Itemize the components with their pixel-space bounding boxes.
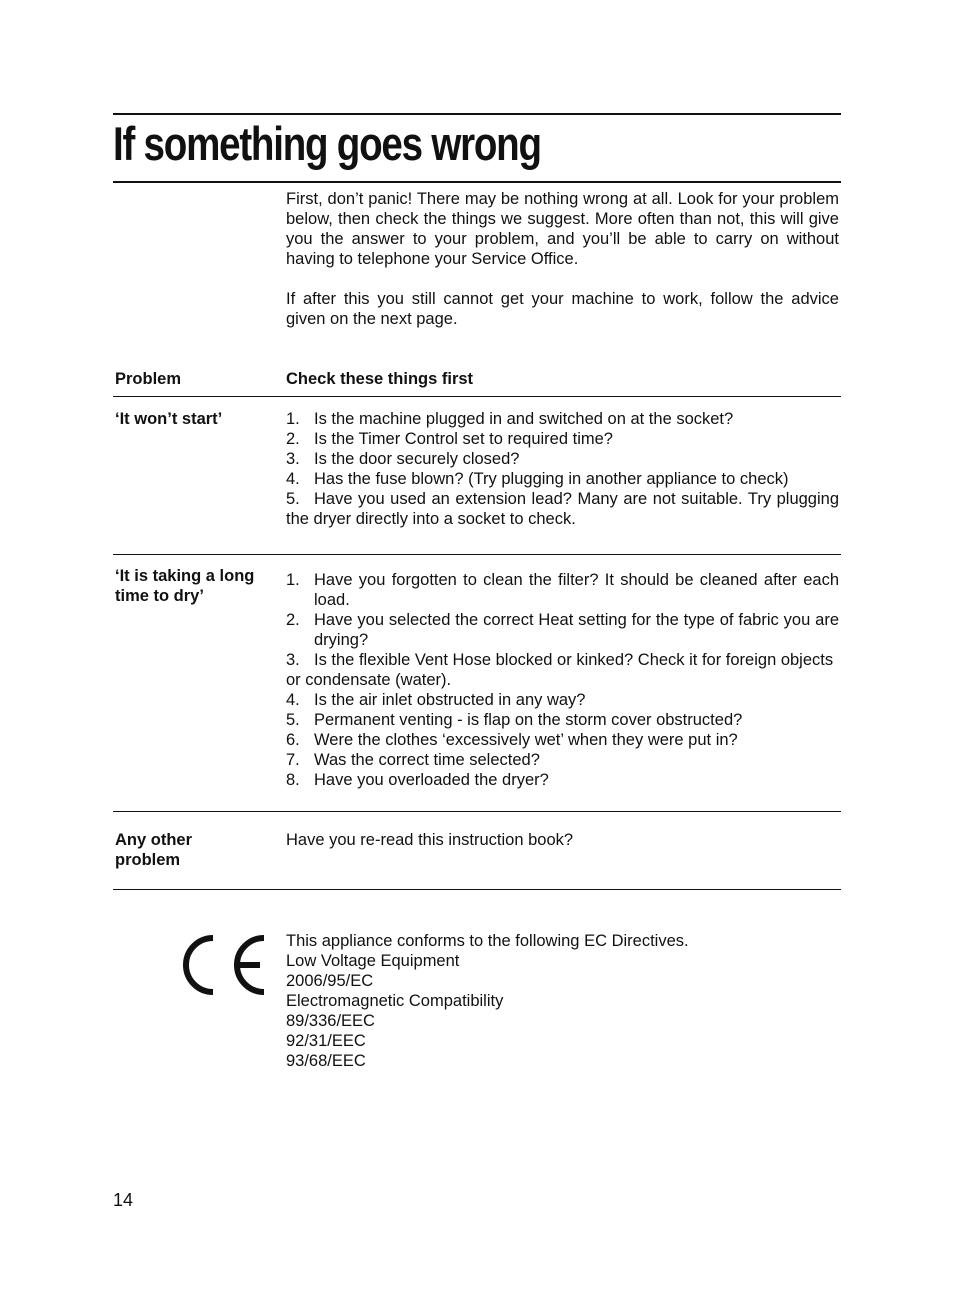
directive-line: 2006/95/EC (286, 972, 374, 990)
other-problem-answer: Have you re-read this instruction book? (286, 831, 574, 849)
list-item: 2. Have you selected the correct Heat setting for the type of fabric you are drying? (286, 611, 839, 649)
directive-line: Electromagnetic Compatibility (286, 992, 504, 1010)
list-item: 2. Is the Timer Control set to required time? (286, 430, 613, 448)
list-item: 7. Was the correct time selected? (286, 751, 540, 769)
page-title: If something goes wrong (113, 117, 541, 170)
row-divider (113, 554, 841, 555)
checklist-wont-start (286, 409, 839, 529)
intro-paragraph-1: First, don’t panic! There may be nothing wrong at all. Look for your problem below, then check the things we suggest. More often than not, this will give you the answer to your problem, and you’ll be able to carry on without having to telephone your Service Office. (286, 190, 839, 268)
column-header-problem: Problem (115, 370, 182, 388)
intro-paragraph-2: If after this you still cannot get your machine to work, follow the advice given on the next page. (286, 290, 839, 328)
list-item: 4. Is the air inlet obstructed in any way? (286, 691, 586, 709)
directive-line: 92/31/EEC (286, 1032, 366, 1050)
problem-label-other: Any other problem (115, 831, 193, 869)
row-divider (113, 811, 841, 812)
table-header-rule (113, 396, 841, 397)
row-divider (113, 889, 841, 890)
directive-line: 89/336/EEC (286, 1012, 375, 1030)
ec-directives (286, 931, 689, 1071)
column-header-check: Check these things first (286, 370, 474, 388)
directive-line: Low Voltage Equipment (286, 952, 460, 970)
list-item: 6. Were the clothes ‘excessively wet’ when they were put in? (286, 731, 738, 749)
list-item: 3. Is the flexible Vent Hose blocked or kinked? Check it for foreign objects or condensate (water). (286, 651, 834, 689)
ce-mark-logo (180, 934, 268, 996)
problem-label-wont-start: ‘It won’t start’ (115, 410, 223, 428)
list-item: 8. Have you overloaded the dryer? (286, 771, 549, 789)
problem-label-slow-drying: ‘It is taking a long time to dry’ (115, 567, 255, 605)
list-item: 1. Is the machine plugged in and switched on at the socket? (286, 410, 734, 428)
list-item: 4. Has the fuse blown? (Try plugging in another appliance to check) (286, 470, 789, 488)
title-top-rule (113, 113, 841, 115)
page-number: 14 (113, 1190, 134, 1210)
list-item: 5. Have you used an extension lead? Many are not suitable. Try plugging the dryer directly into a socket to check. (286, 490, 839, 528)
directive-line: 93/68/EEC (286, 1052, 366, 1070)
list-item: 1. Have you forgotten to clean the filter? It should be cleaned after each load. (286, 571, 839, 609)
list-item: 3. Is the door securely closed? (286, 450, 520, 468)
title-bottom-rule (113, 181, 841, 183)
list-item: 5. Permanent venting - is flap on the storm cover obstructed? (286, 711, 743, 729)
directive-line: This appliance conforms to the following EC Directives. (286, 932, 689, 950)
checklist-slow-drying (286, 570, 839, 790)
